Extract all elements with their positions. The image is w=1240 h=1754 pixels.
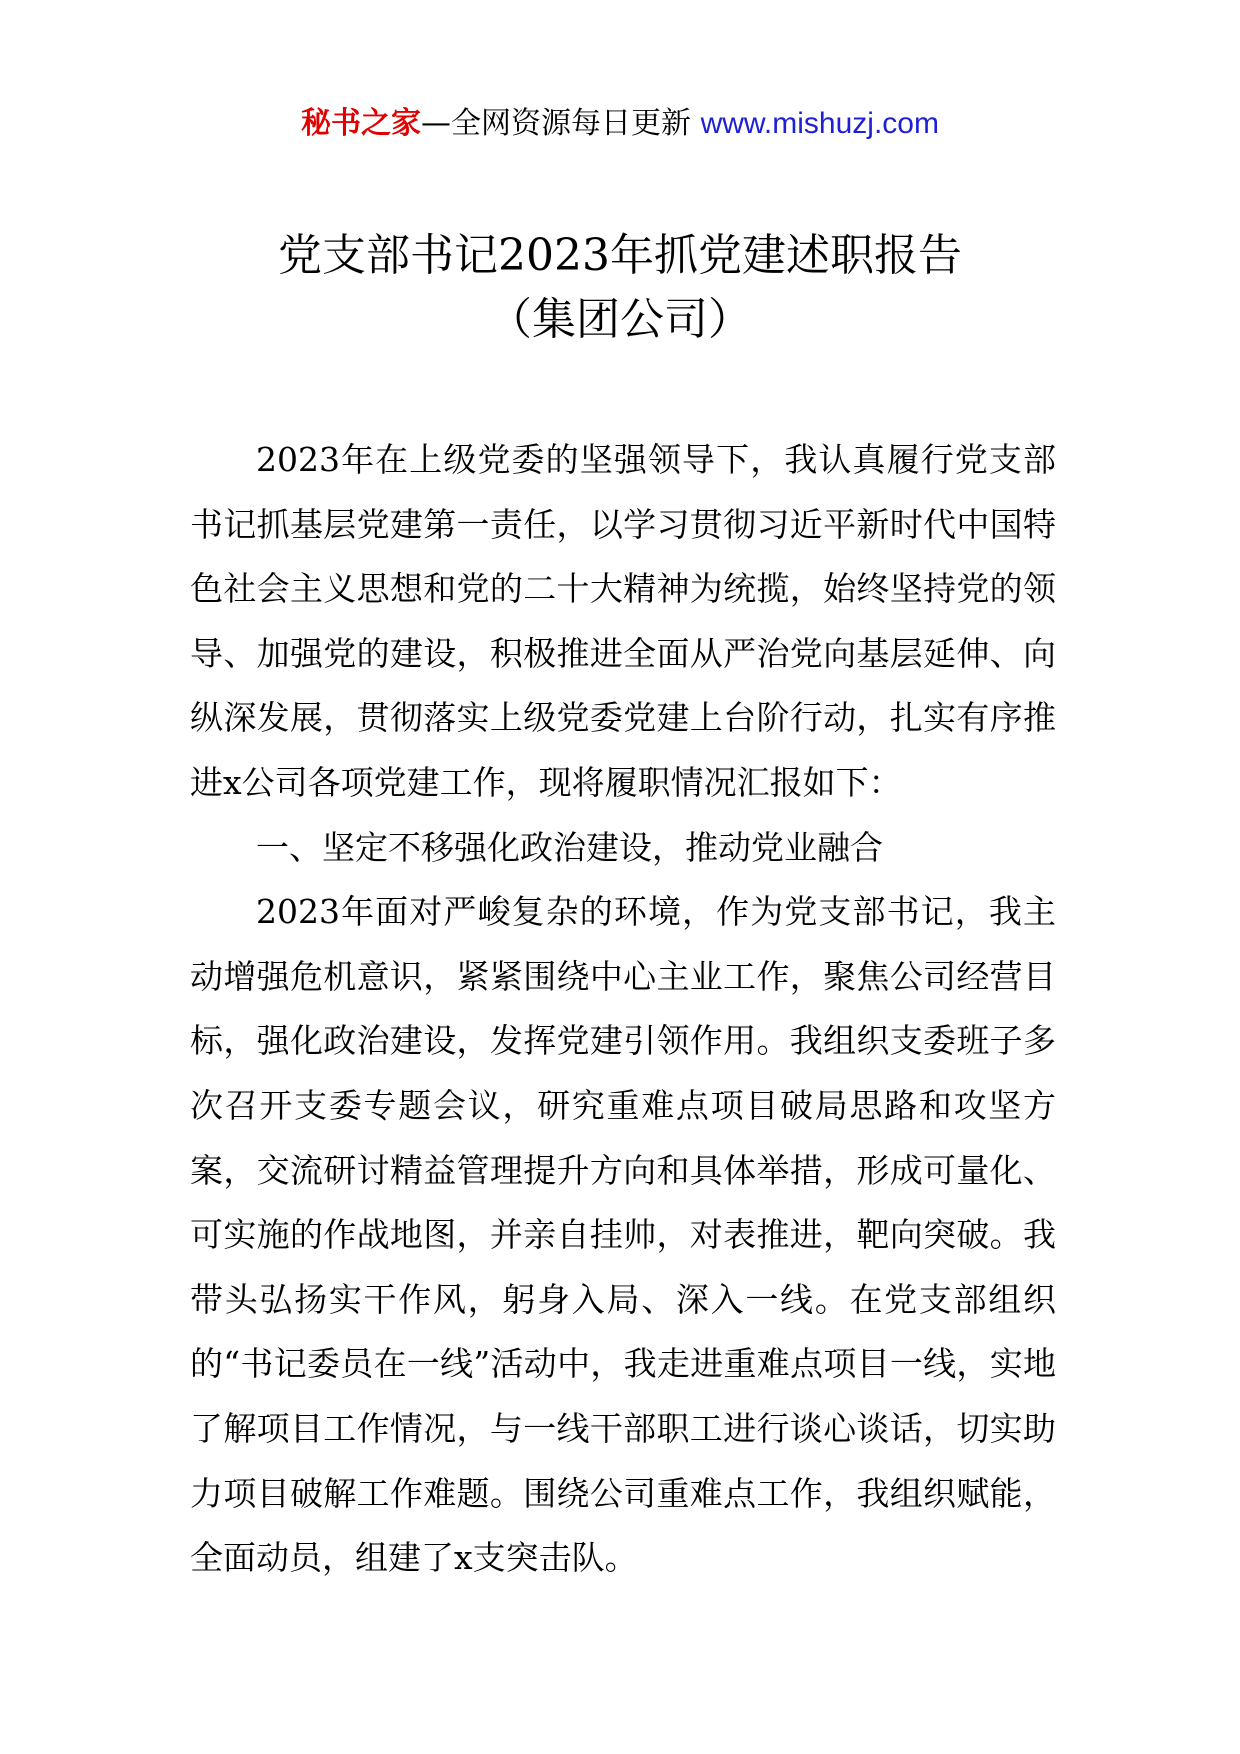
header-tagline: —全网资源每日更新	[421, 106, 692, 141]
paragraph-intro: 2023年在上级党委的坚强领导下，我认真履行党支部书记抓基层党建第一责任，以学习贯彻习近平新时代中国特色社会主义思想和党的二十大精神为统揽，始终坚持党的领导、加强党的建设，积极推进全面从严治党向基层延伸、向纵深发展，贯彻落实上级党委党建上台阶行动，扎实有序推进x公司各项党建工作，现将履职情况汇报如下：	[190, 440, 1056, 802]
section-heading: 一、坚定不移强化政治建设，推动党业融合	[256, 827, 883, 867]
brand-name: 秘书之家	[301, 106, 422, 141]
paragraph-section-1: 2023年面对严峻复杂的环境，作为党支部书记，我主动增强危机意识，紧紧围绕中心主业工作，聚焦公司经营目标，强化政治建设，发挥党建引领作用。我组织支委班子多次召开支委专题会议，研究重难点项目破局思路和攻坚方案，交流研讨精益管理提升方向和具体举措，形成可量化、可实施的作战地图，并亲自挂帅，对表推进，靶向突破。我带头弘扬实干作风，躬身入局、深入一线。在党支部组织的“书记委员在一线”活动中，我走进重难点项目一线，实地了解项目工作情况，与一线干部职工进行谈心谈话，切实助力项目破解工作难题。围绕公司重难点工作，我组织赋能，全面动员，组建了x支突击队。	[190, 892, 1056, 1578]
site-header	[0, 104, 1240, 144]
document-body	[190, 428, 1056, 1591]
document-subtitle: （集团公司）	[488, 294, 752, 345]
document-title: 党支部书记2023年抓党建述职报告	[278, 230, 962, 281]
site-link[interactable]: www.mishuzj.com	[700, 107, 939, 140]
